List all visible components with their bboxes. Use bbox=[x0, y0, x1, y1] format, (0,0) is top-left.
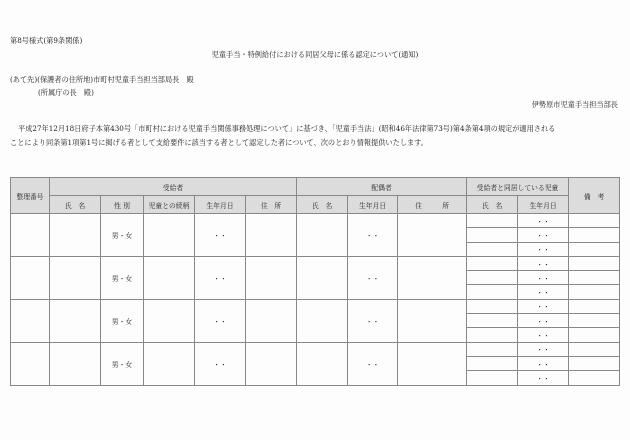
spouse-address-cell[interactable] bbox=[398, 299, 467, 342]
recipient-relation-cell[interactable] bbox=[144, 256, 195, 299]
spouse-name-cell[interactable] bbox=[297, 299, 348, 342]
child-name-cell[interactable] bbox=[467, 299, 518, 313]
child-name-cell[interactable] bbox=[467, 371, 518, 385]
child-dob-cell[interactable]: ・・ bbox=[518, 256, 569, 270]
recipient-dob-cell[interactable]: ・・ bbox=[195, 214, 246, 257]
spouse-dob-cell[interactable]: ・・ bbox=[348, 299, 398, 342]
recipient-sex-cell[interactable]: 男・女 bbox=[101, 214, 144, 257]
recipient-name-cell[interactable] bbox=[50, 342, 101, 385]
spouse-dob-cell[interactable]: ・・ bbox=[348, 256, 398, 299]
table-row bbox=[11, 214, 620, 228]
ref-no-cell[interactable] bbox=[11, 256, 50, 299]
recipient-dob-cell[interactable]: ・・ bbox=[195, 256, 246, 299]
header-spouse-name: 氏 名 bbox=[297, 196, 348, 214]
child-name-cell[interactable] bbox=[467, 242, 518, 256]
child-name-cell[interactable] bbox=[467, 228, 518, 242]
child-dob-cell[interactable]: ・・ bbox=[518, 228, 569, 242]
recipient-dob-cell[interactable]: ・・ bbox=[195, 299, 246, 342]
child-name-cell[interactable] bbox=[467, 342, 518, 356]
header-child-name: 氏 名 bbox=[467, 196, 518, 214]
form-number: 第8号様式(第9条関係) bbox=[10, 36, 83, 45]
recipient-address-cell[interactable] bbox=[246, 256, 297, 299]
child-name-cell[interactable] bbox=[467, 356, 518, 370]
table-row bbox=[11, 256, 620, 270]
header-cohabiting-child: 受給者と同居している児童 bbox=[467, 178, 569, 196]
spouse-name-cell[interactable] bbox=[297, 342, 348, 385]
spouse-address-cell[interactable] bbox=[398, 214, 467, 257]
recipient-relation-cell[interactable] bbox=[144, 342, 195, 385]
recipient-name-cell[interactable] bbox=[50, 214, 101, 257]
remarks-cell[interactable] bbox=[569, 271, 620, 285]
child-dob-cell[interactable]: ・・ bbox=[518, 214, 569, 228]
recipient-name-cell[interactable] bbox=[50, 256, 101, 299]
remarks-cell[interactable] bbox=[569, 371, 620, 385]
spouse-address-cell[interactable] bbox=[398, 256, 467, 299]
child-name-cell[interactable] bbox=[467, 256, 518, 270]
header-spouse-address: 住 所 bbox=[398, 196, 467, 214]
sender: 伊勢原市児童手当担当部長 bbox=[531, 100, 618, 109]
header-recipient-sex: 性 別 bbox=[101, 196, 144, 214]
remarks-cell[interactable] bbox=[569, 256, 620, 270]
child-name-cell[interactable] bbox=[467, 328, 518, 342]
remarks-cell[interactable] bbox=[569, 228, 620, 242]
child-dob-cell[interactable]: ・・ bbox=[518, 285, 569, 299]
header-child-dob: 生年月日 bbox=[518, 196, 569, 214]
recipient-sex-cell[interactable]: 男・女 bbox=[101, 256, 144, 299]
child-name-cell[interactable] bbox=[467, 314, 518, 328]
header-recipient: 受給者 bbox=[50, 178, 297, 196]
remarks-cell[interactable] bbox=[569, 356, 620, 370]
spouse-address-cell[interactable] bbox=[398, 342, 467, 385]
ref-no-cell[interactable] bbox=[11, 299, 50, 342]
recipient-address-cell[interactable] bbox=[246, 342, 297, 385]
spouse-name-cell[interactable] bbox=[297, 256, 348, 299]
recognition-table bbox=[10, 177, 620, 386]
body-text-line-1: 平成27年12月18日府子本第430号「市町村における児童手当関係事務処理について」に基づき、「児童手当法」(昭和46年法律第73号)第4条第4項の規定が適用される bbox=[18, 124, 556, 133]
remarks-cell[interactable] bbox=[569, 214, 620, 228]
header-spouse: 配偶者 bbox=[297, 178, 467, 196]
addressee-line-2: (所属庁の長 殿) bbox=[38, 88, 94, 97]
spouse-dob-cell[interactable]: ・・ bbox=[348, 214, 398, 257]
child-name-cell[interactable] bbox=[467, 271, 518, 285]
header-recipient-dob: 生年月日 bbox=[195, 196, 246, 214]
child-dob-cell[interactable]: ・・ bbox=[518, 314, 569, 328]
ref-no-cell[interactable] bbox=[11, 214, 50, 257]
recipient-sex-cell[interactable]: 男・女 bbox=[101, 299, 144, 342]
remarks-cell[interactable] bbox=[569, 342, 620, 356]
child-dob-cell[interactable]: ・・ bbox=[518, 242, 569, 256]
child-dob-cell[interactable]: ・・ bbox=[518, 356, 569, 370]
recipient-relation-cell[interactable] bbox=[144, 299, 195, 342]
ref-no-cell[interactable] bbox=[11, 342, 50, 385]
addressee-line-1: (あて先)(保護者の住所地)市町村児童手当担当部局長 殿 bbox=[10, 75, 194, 84]
header-remarks: 備 考 bbox=[569, 178, 620, 214]
remarks-cell[interactable] bbox=[569, 285, 620, 299]
child-name-cell[interactable] bbox=[467, 214, 518, 228]
recipient-name-cell[interactable] bbox=[50, 299, 101, 342]
body-text-line-2: ことにより同条第1項第1号に掲げる者として支給要件に該当する者として認定した者について、次のとおり情報提供いたします。 bbox=[10, 138, 428, 147]
header-recipient-name: 氏 名 bbox=[50, 196, 101, 214]
spouse-dob-cell[interactable]: ・・ bbox=[348, 342, 398, 385]
remarks-cell[interactable] bbox=[569, 242, 620, 256]
recipient-address-cell[interactable] bbox=[246, 214, 297, 257]
child-dob-cell[interactable]: ・・ bbox=[518, 328, 569, 342]
header-spouse-dob: 生年月日 bbox=[348, 196, 398, 214]
child-dob-cell[interactable]: ・・ bbox=[518, 299, 569, 313]
spouse-name-cell[interactable] bbox=[297, 214, 348, 257]
recipient-address-cell[interactable] bbox=[246, 299, 297, 342]
header-recipient-address: 住 所 bbox=[246, 196, 297, 214]
recipient-sex-cell[interactable]: 男・女 bbox=[101, 342, 144, 385]
table-row bbox=[11, 299, 620, 313]
header-ref-no: 整理番号 bbox=[11, 178, 50, 214]
child-name-cell[interactable] bbox=[467, 285, 518, 299]
remarks-cell[interactable] bbox=[569, 314, 620, 328]
child-dob-cell[interactable]: ・・ bbox=[518, 271, 569, 285]
child-dob-cell[interactable]: ・・ bbox=[518, 342, 569, 356]
table-row bbox=[11, 342, 620, 356]
remarks-cell[interactable] bbox=[569, 299, 620, 313]
remarks-cell[interactable] bbox=[569, 328, 620, 342]
recipient-dob-cell[interactable]: ・・ bbox=[195, 342, 246, 385]
header-recipient-relation: 児童との続柄 bbox=[144, 196, 195, 214]
recipient-relation-cell[interactable] bbox=[144, 214, 195, 257]
child-dob-cell[interactable]: ・・ bbox=[518, 371, 569, 385]
document-title: 児童手当・特例給付における同居父母に係る認定について(通知) bbox=[211, 50, 419, 59]
